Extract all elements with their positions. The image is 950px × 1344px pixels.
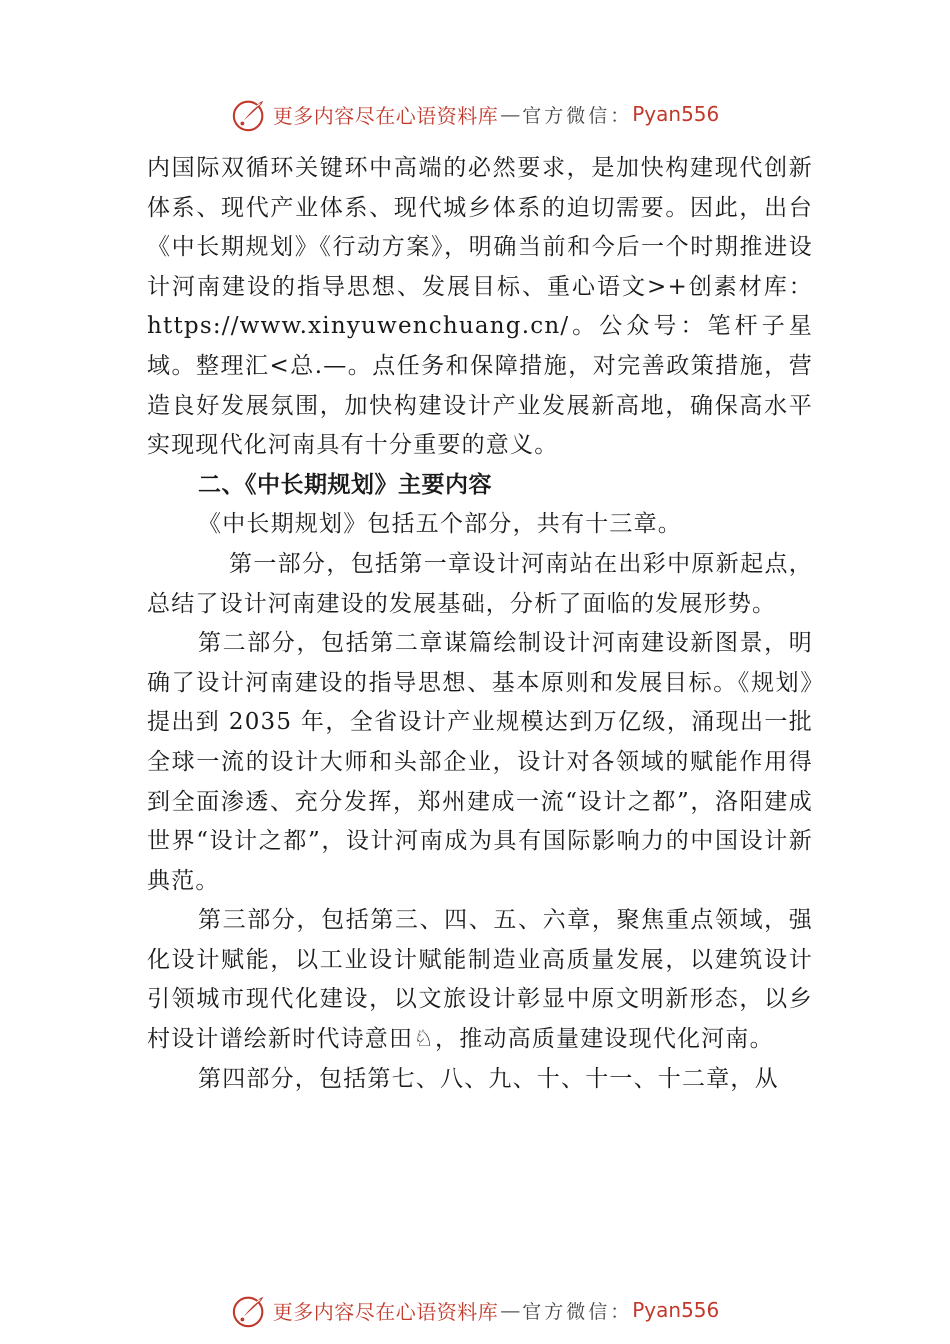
quill-logo-icon (231, 95, 269, 133)
footer-wechat-id: Pyan556 (632, 1298, 720, 1322)
quill-logo-icon (231, 1291, 269, 1329)
header-wechat-id: Pyan556 (632, 102, 720, 126)
paragraph-1: 内国际双循环关键环中高端的必然要求，是加快构建现代创新体系、现代产业体系、现代城乡体系的迫切需要。因此，出台《中长期规划》《行动方案》，明确当前和今后一个时期推进设计河南建设的指导思想、发展目标、重心语文>+创素材库：https://www.xinyuwenchuang.cn/。公众号：笔杆子星域。整理汇<总.—。点任务和保障措施，对完善政策措施，营造良好发展氛围，加快构建设计产业发展新高地，确保高水平实现现代化河南具有十分重要的意义。 (147, 155, 813, 459)
header-wechat-label: 官方微信： (522, 104, 633, 127)
section-heading: 二、《中长期规划》主要内容 (198, 471, 492, 498)
footer-brand-text: 更多内容尽在心语资料库 (272, 1299, 499, 1324)
footer-wechat-label: 官方微信： (522, 1300, 633, 1323)
paragraph-4: 第二部分，包括第二章谋篇绘制设计河南建设新图景，明确了设计河南建设的指导思想、基本原则和发展目标。《规划》提出到 2035 年，全省设计产业规模达到万亿级，涌现出一批全球一流的设计大师和头部企业，设计对各领域的赋能作用得到全面渗透、充分发挥，郑州建成一流“设计之都”，洛阳建成世界“设计之都”，设计河南成为具有国际影响力的中国设计新典范。 (147, 630, 813, 894)
footer-banner (0, 1288, 950, 1332)
paragraph-3: 第一部分，包括第一章设计河南站在出彩中原新起点，总结了设计河南建设的发展基础，分析了面临的发展形势。 (147, 550, 813, 617)
paragraph-2: 《中长期规划》包括五个部分，共有十三章。 (198, 511, 682, 538)
footer-separator: — (500, 1298, 521, 1322)
document-body (147, 149, 813, 1099)
header-separator: — (500, 102, 521, 126)
paragraph-6: 第四部分，包括第七、八、九、十、十一、十二章，从 (198, 1065, 779, 1092)
header-banner (0, 92, 950, 136)
paragraph-5: 第三部分，包括第三、四、五、六章，聚焦重点领域，强化设计赋能，以工业设计赋能制造业高质量发展，以建筑设计引领城市现代化建设，以文旅设计彰显中原文明新形态，以乡村设计谱绘新时代诗意田♘，推动高质量建设现代化河南。 (147, 907, 813, 1053)
header-brand-text: 更多内容尽在心语资料库 (272, 103, 499, 128)
